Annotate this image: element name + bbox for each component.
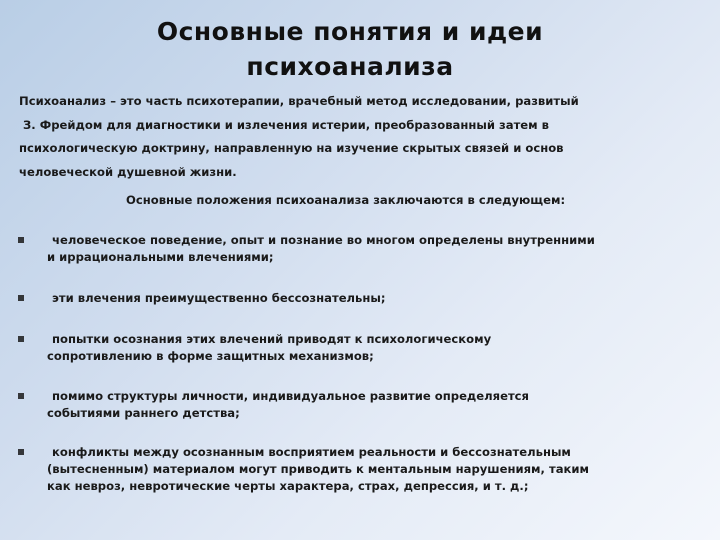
list-item-line: событиями раннего детства; — [47, 406, 240, 420]
square-bullet-icon — [18, 336, 24, 342]
list-item-line: попытки осознания этих влечений приводят к психологическому — [48, 332, 492, 346]
square-bullet-icon — [18, 295, 24, 301]
list-item-text — [48, 232, 595, 266]
list-item-line: эти влечения преимущественно бессознательны; — [48, 291, 386, 305]
square-bullet-icon — [18, 237, 24, 243]
slide-title-line-1: Основные понятия и идеи — [156, 17, 544, 46]
list-item-line: сопротивлению в форме защитных механизмов; — [47, 349, 374, 363]
list-item-text — [48, 290, 386, 307]
subheading: Основные положения психоанализа заключаются в следующем: — [126, 193, 566, 207]
intro-line-1: Психоанализ – это часть психотерапии, врачебный метод исследовании, развитый — [19, 94, 579, 108]
intro-line-3: психологическую доктрину, направленную на изучение скрытых связей и основ — [19, 141, 564, 155]
list-item-line: помимо структуры личности, индивидуальное развитие определяется — [48, 389, 529, 403]
list-item-line: человеческое поведение, опыт и познание во многом определены внутренними — [48, 233, 595, 247]
list-item-line: конфликты между осознанным восприятием реальности и бессознательным — [48, 445, 571, 459]
list-item-text — [48, 331, 491, 365]
slide-title-line-2: психоанализа — [246, 52, 454, 81]
list-item-text — [48, 388, 529, 422]
list-item-line: и иррациональными влечениями; — [47, 250, 274, 264]
list-item-line: как невроз, невротические черты характера, страх, депрессия, и т. д.; — [47, 479, 529, 493]
square-bullet-icon — [18, 393, 24, 399]
list-item-line: (вытесненным) материалом могут приводить к ментальным нарушениям, таким — [47, 462, 589, 476]
intro-line-2: З. Фрейдом для диагностики и излечения истерии, преобразованный затем в — [19, 117, 550, 132]
intro-line-4: человеческой душевной жизни. — [19, 164, 237, 179]
square-bullet-icon — [18, 449, 24, 455]
list-item-text — [48, 444, 589, 495]
